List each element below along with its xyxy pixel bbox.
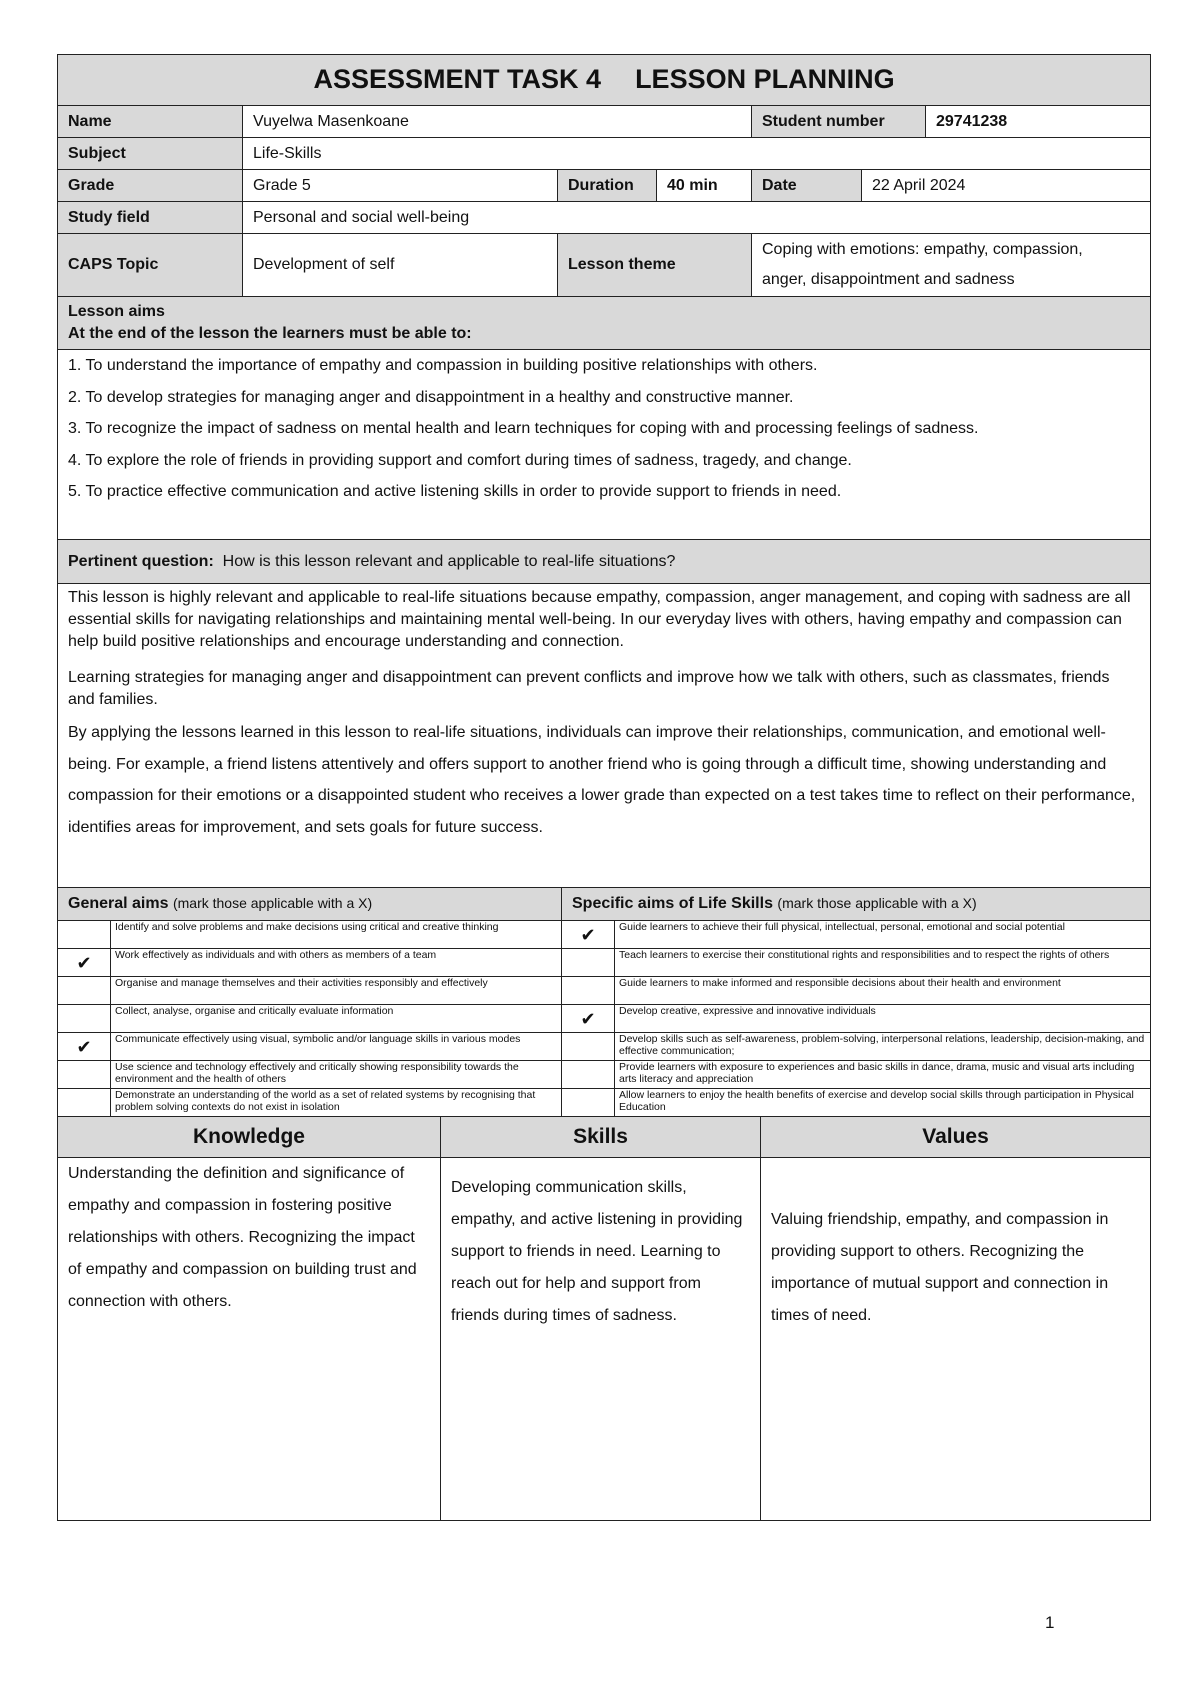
- name-value: Vuyelwa Masenkoane: [243, 106, 752, 138]
- values-cell: [761, 1158, 1151, 1521]
- specific-aim-text: Develop creative, expressive and innovative individuals: [615, 1005, 1151, 1033]
- lesson-aim-item: 4. To explore the role of friends in providing support and comfort during times of sadness, tragedy, and change.: [68, 451, 852, 469]
- general-aim-text: Use science and technology effectively and critically showing responsibility towards the environment and the health of others: [111, 1061, 562, 1089]
- aims-row: [58, 1005, 1151, 1033]
- specific-aim-checkbox[interactable]: [562, 1061, 615, 1089]
- knowledge-heading: Knowledge: [58, 1117, 441, 1158]
- specific-aim-text: Allow learners to enjoy the health benefits of exercise and develop social skills through participation in Physical Education: [615, 1089, 1151, 1117]
- general-aims-note: (mark those applicable with a X): [172, 895, 373, 911]
- general-aim-text: Communicate effectively using visual, symbolic and/or language skills in various modes: [111, 1033, 562, 1061]
- name-label: Name: [58, 106, 243, 138]
- specific-aim-text: Guide learners to make informed and responsible decisions about their health and environment: [615, 977, 1151, 1005]
- specific-aim-text: Provide learners with exposure to experiences and basic skills in dance, drama, music and visual arts including arts literacy and appreciation: [615, 1061, 1151, 1089]
- page-title: [58, 55, 1151, 106]
- specific-aim-text: Develop skills such as self-awareness, problem-solving, interpersonal relations, leadership, decision-making, and effective communication;: [615, 1033, 1151, 1061]
- knowledge-cell: [58, 1158, 441, 1521]
- aims-row: [58, 921, 1151, 949]
- specific-aims-heading: Specific aims of Life Skills: [572, 895, 773, 912]
- aims-table: [57, 888, 1151, 1117]
- aims-row: [58, 1061, 1151, 1089]
- specific-aims-header: [562, 888, 1151, 921]
- skills-text: Developing communication skills, empathy, and active listening in providing support to friends in need. Learning to reach out for help and support from friends during times of sadness.: [451, 1179, 743, 1324]
- subject-label: Subject: [58, 138, 243, 170]
- aims-row: [58, 1089, 1151, 1117]
- duration-label: Duration: [558, 170, 657, 202]
- pertinent-paragraph-2: Learning strategies for managing anger and disappointment can prevent conflicts and improve how we talk with others, such as classmates, friends and families.: [68, 669, 1110, 708]
- general-aims-heading: General aims: [68, 895, 169, 912]
- general-aim-text: Collect, analyse, organise and critically evaluate information: [111, 1005, 562, 1033]
- lesson-aims-heading: Lesson aims: [68, 303, 165, 320]
- knowledge-text: Understanding the definition and significance of empathy and compassion in fostering positive relationships with others. Recognizing the impact of empathy and compassion on building trust and connection with others.: [68, 1165, 417, 1310]
- title-task: ASSESSMENT TASK 4: [313, 64, 602, 95]
- general-aim-checkbox[interactable]: [58, 921, 111, 949]
- specific-aim-checkbox[interactable]: [562, 949, 615, 977]
- general-aim-text: Organise and manage themselves and their activities responsibly and effectively: [111, 977, 562, 1005]
- aims-row: [58, 977, 1151, 1005]
- aims-row: [58, 949, 1151, 977]
- specific-aim-text: Guide learners to achieve their full physical, intellectual, personal, emotional and social potential: [615, 921, 1151, 949]
- lesson-aims-subheading: At the end of the lesson the learners must be able to:: [68, 325, 472, 342]
- subject-value: Life-Skills: [243, 138, 1151, 170]
- skills-cell: [441, 1158, 761, 1521]
- student-number-value: 29741238: [926, 106, 1151, 138]
- specific-aims-note: (mark those applicable with a X): [777, 895, 977, 911]
- pertinent-answer-cell: [58, 584, 1151, 888]
- lesson-aim-item: 1. To understand the importance of empathy and compassion in building positive relationships with others.: [68, 357, 818, 374]
- student-number-label: Student number: [752, 106, 926, 138]
- date-value: 22 April 2024: [862, 170, 1151, 202]
- lesson-aims-header: [58, 297, 1151, 350]
- caps-topic-label: CAPS Topic: [58, 234, 243, 297]
- pertinent-question-text: How is this lesson relevant and applicable to real-life situations?: [222, 552, 676, 570]
- lesson-aim-item: 5. To practice effective communication and active listening skills in order to provide support to friends in need.: [68, 483, 842, 500]
- specific-aim-checkbox[interactable]: [562, 977, 615, 1005]
- general-aim-checkbox[interactable]: [58, 1061, 111, 1089]
- values-text: Valuing friendship, empathy, and compassion in providing support to others. Recognizing the importance of mutual support and connection in times of need.: [771, 1211, 1109, 1324]
- info-table: [57, 54, 1151, 888]
- lesson-aim-item: 2. To develop strategies for managing anger and disappointment in a healthy and constructive manner.: [68, 388, 794, 406]
- lesson-theme-line-1: Coping with emotions: empathy, compassion,: [762, 241, 1083, 258]
- caps-topic-value: Development of self: [243, 234, 558, 297]
- pertinent-question-label: Pertinent question:: [68, 552, 214, 570]
- grade-label: Grade: [58, 170, 243, 202]
- general-aim-text: Work effectively as individuals and with others as members of a team: [111, 949, 562, 977]
- lesson-aim-item: 3. To recognize the impact of sadness on mental health and learn techniques for coping with and processing feelings of sadness.: [68, 420, 979, 437]
- lesson-plan-document: [57, 54, 1150, 1521]
- lesson-theme-line-2: anger, disappointment and sadness: [762, 271, 1015, 288]
- pertinent-paragraph-3: By applying the lessons learned in this lesson to real-life situations, individuals can improve their relationships, communication, and emotional well-being. For example, a friend listens attentively and offers support to another friend who is going through a difficult time, showing understanding and compassion for their emotions or a disappointed student who receives a lower grade than expected on a test takes time to reflect on their performance, identifies areas for improvement, and sets goals for future success.: [68, 724, 1136, 836]
- lesson-aims-list: [68, 350, 1140, 508]
- specific-aim-checkbox[interactable]: [562, 1033, 615, 1061]
- specific-aim-text: Teach learners to exercise their constitutional rights and responsibilities and to respect the rights of others: [615, 949, 1151, 977]
- ksv-table: [57, 1117, 1151, 1521]
- general-aim-checkbox[interactable]: ✔: [58, 1033, 111, 1061]
- aims-row: [58, 1033, 1151, 1061]
- specific-aim-checkbox[interactable]: ✔: [562, 921, 615, 949]
- study-field-value: Personal and social well-being: [243, 202, 1151, 234]
- general-aim-checkbox[interactable]: [58, 1089, 111, 1117]
- title-lesson-planning: LESSON PLANNING: [635, 64, 895, 95]
- study-field-label: Study field: [58, 202, 243, 234]
- general-aim-text: Demonstrate an understanding of the world as a set of related systems by recognising that problem solving contexts do not exist in isolation: [111, 1089, 562, 1117]
- values-heading: Values: [761, 1117, 1151, 1158]
- general-aim-checkbox[interactable]: ✔: [58, 949, 111, 977]
- date-label: Date: [752, 170, 862, 202]
- general-aims-header: [58, 888, 562, 921]
- specific-aim-checkbox[interactable]: ✔: [562, 1005, 615, 1033]
- pertinent-question-row: [58, 540, 1151, 584]
- general-aim-checkbox[interactable]: [58, 977, 111, 1005]
- lesson-aims-list-cell: [58, 350, 1151, 540]
- page-number: 1: [1045, 1613, 1055, 1632]
- general-aim-text: Identify and solve problems and make decisions using critical and creative thinking: [111, 921, 562, 949]
- aims-rows: [58, 921, 1151, 1117]
- pertinent-paragraph-1: This lesson is highly relevant and applicable to real-life situations because empathy, compassion, anger management, and coping with sadness are all essential skills for navigating relationships and maintaining mental well-being. In our everyday lives with others, having empathy and compassion can help build positive relationships and encourage understanding and connection.: [68, 589, 1131, 650]
- grade-value: Grade 5: [243, 170, 558, 202]
- specific-aim-checkbox[interactable]: [562, 1089, 615, 1117]
- lesson-theme-value: [752, 234, 1151, 297]
- lesson-theme-label: Lesson theme: [558, 234, 752, 297]
- skills-heading: Skills: [441, 1117, 761, 1158]
- duration-value: 40 min: [657, 170, 752, 202]
- general-aim-checkbox[interactable]: [58, 1005, 111, 1033]
